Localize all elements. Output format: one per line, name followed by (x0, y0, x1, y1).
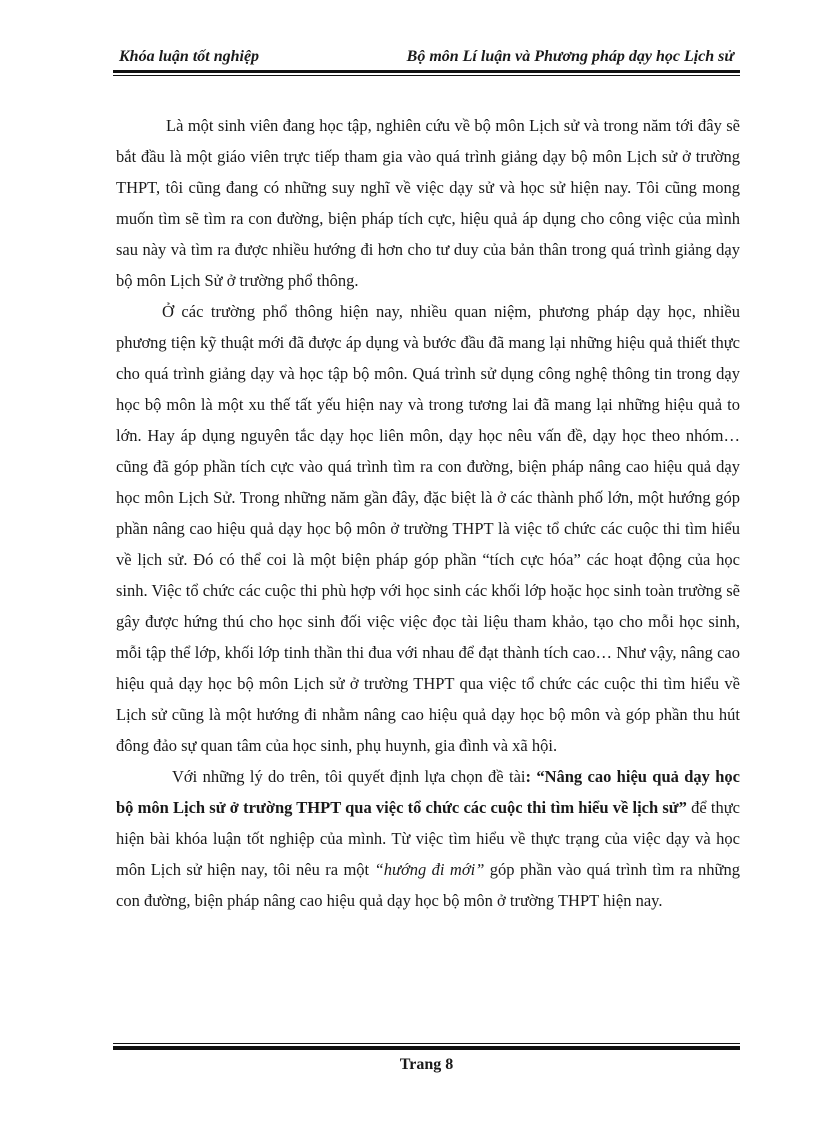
page-header (113, 44, 740, 68)
header-divider (113, 70, 740, 73)
paragraph-2: Ở các trường phổ thông hiện nay, nhiều quan niệm, phương pháp dạy học, nhiều phương tiện kỹ thuật mới đã được áp dụng và bước đầu đã mang lại những hiệu quả thiết thực cho quá trình giảng dạy và học tập bộ môn. Quá trình sử dụng công nghệ thông tin trong dạy học bộ môn là một xu thế tất yếu hiện nay và trong tương lai đã mang lại những hiệu quả to lớn. Hay áp dụng nguyên tắc dạy học liên môn, dạy học nêu vấn đề, dạy học theo nhóm…cũng đã góp phần tích cực vào quá trình tìm ra con đường, biện pháp nâng cao hiệu quả dạy học môn Lịch Sử. Trong những năm gần đây, đặc biệt là ở các thành phố lớn, một hướng góp phần nâng cao hiệu quả dạy học bộ môn ở trường THPT là việc tổ chức các cuộc thi tìm hiểu về lịch sử. Đó có thể coi là một biện pháp góp phần “tích cực hóa” các hoạt động của học sinh. Việc tổ chức các cuộc thi phù hợp với học sinh các khối lớp hoặc học sinh toàn trường sẽ gây được hứng thú cho học sinh đối việc việc đọc tài liệu tham khảo, tạo cho mỗi học sinh, mỗi tập thể lớp, khối lớp tinh thần thi đua với nhau để đạt thành tích cao… Như vậy, nâng cao hiệu quả dạy học bộ môn Lịch sử ở trường THPT qua việc tổ chức các cuộc thi tìm hiểu về Lịch sử cũng là một hướng đi nhằm nâng cao hiệu quả dạy học bộ môn và góp phần thu hút đông đảo sự quan tâm của học sinh, phụ huynh, gia đình và xã hội. (116, 302, 740, 755)
header-department-label: Bộ môn Lí luận và Phương pháp dạy học Lịch sử (406, 48, 734, 65)
document-body (116, 110, 740, 916)
paragraph-3-end: góp phần vào quá trình tìm ra những con đường, biện pháp nâng cao hiệu quả dạy học bộ môn ở trường THPT hiện nay. (116, 860, 740, 910)
header-thesis-label: Khóa luận tốt nghiệp (119, 48, 260, 65)
page-number: Trang 8 (399, 1056, 454, 1073)
header-divider-thin (113, 75, 740, 76)
new-direction-phrase: “hướng đi mới” (374, 860, 485, 879)
thesis-title: : “Nâng cao hiệu quả dạy học bộ môn Lịch sử ở trường THPT qua việc tổ chức các cuộc thi tìm hiểu về lịch sử” (116, 767, 741, 817)
footer-divider (113, 1046, 740, 1050)
paragraph-3 (116, 761, 740, 916)
footer-divider-thin (113, 1043, 740, 1044)
paragraph-3-middle: để thực hiện bài khóa luận tốt nghiệp của mình. Từ việc tìm hiểu về thực trạng của việc dạy và học môn Lịch sử hiện nay, tôi nêu ra một (116, 798, 740, 879)
paragraph-1: Là một sinh viên đang học tập, nghiên cứu về bộ môn Lịch sử và trong năm tới đây sẽ bắt đầu là một giáo viên trực tiếp tham gia vào quá trình giảng dạy bộ môn Lịch sử ở trường THPT, tôi cũng đang có những suy nghĩ về việc dạy sử và học sử hiện nay. Tôi cũng mong muốn tìm sẽ tìm ra con đường, biện pháp tích cực, hiệu quả áp dụng cho công việc của mình sau này và tìm ra được nhiều hướng đi hơn cho tư duy của bản thân trong quá trình giảng dạy bộ môn Lịch Sử ở trường phổ thông. (116, 116, 740, 290)
paragraph-3-intro: Với những lý do trên, tôi quyết định lựa chọn đề tài (172, 767, 526, 786)
